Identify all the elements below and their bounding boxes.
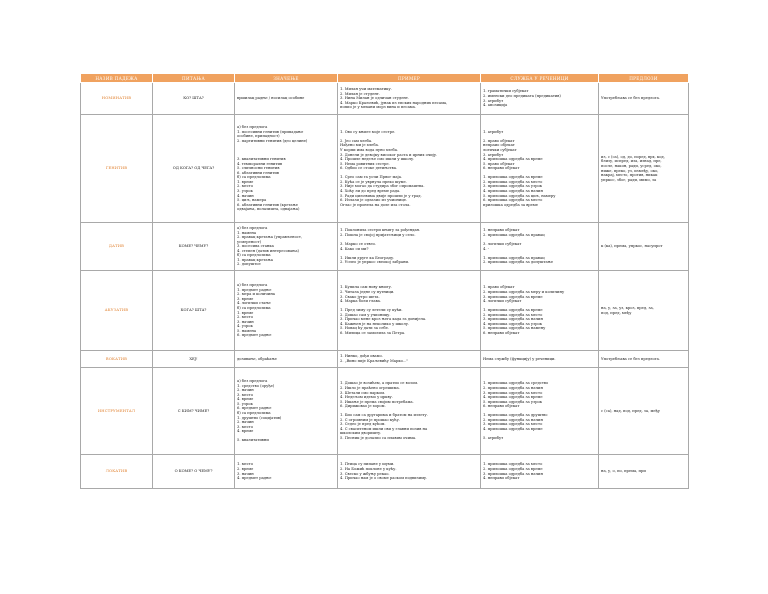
case-name: НОМИНАТИВ <box>81 83 153 115</box>
example-line: 1. Срео сам га уочи Првог маја. <box>340 175 403 180</box>
example-line: 1. Пред зиму су летели су кући. <box>340 308 403 313</box>
meaning-line: 3. начин <box>237 319 254 324</box>
function-line: 3. атрибут <box>483 152 504 157</box>
example-line: 1. Птица су пипане у шуми. <box>340 462 395 467</box>
function-line: непраио објекат <box>483 143 515 148</box>
meaning-line: б) са предлозима <box>237 253 271 258</box>
case-question: ХЕЈ! <box>153 351 235 368</box>
example-line: 3. Седео је пред кућом. <box>340 422 386 427</box>
function-line: 6. прилошка одредба за место <box>483 198 543 203</box>
function-line: 5. атрибут <box>483 436 504 440</box>
meaning-line: 5. сличносни генитив <box>237 166 280 171</box>
function-line: 5. прилошка одредба за намену <box>483 326 546 331</box>
example-line: 2. С огромним је прошао кућу. <box>340 417 400 422</box>
meaning-line: 2. допуштое <box>237 262 261 267</box>
function-line: 3. прилошка одредба за начин <box>483 317 543 322</box>
example-line: 6. Излази је одлазио из учионице. <box>340 198 408 203</box>
function-line: 3. логички субјекат <box>483 241 522 246</box>
function-line: 4. прилошка одредба за време <box>483 426 543 431</box>
meaning-line: 6. аблативни генитив <box>237 170 279 175</box>
meaning-line: 3. посесива станка <box>237 244 274 249</box>
cell-prepositions <box>599 351 689 368</box>
case-name: ГЕНИТИВ <box>81 115 153 223</box>
meaning-line: 2. начин <box>237 388 254 393</box>
function-line: 1. атрибут <box>483 129 504 134</box>
function-line: 2. прилошка одредба за начин <box>483 385 543 390</box>
example-line: 4. Кажњен је на неколико у школу. <box>340 321 410 326</box>
table-row <box>81 455 689 489</box>
cell-function <box>481 351 599 368</box>
meaning-line: 2. правац кретања (управљеност, <box>237 235 303 240</box>
function-line: 1. прилошка одредба за друштво <box>483 413 548 418</box>
function-line: 2. прилошка одредба за правац <box>483 232 545 237</box>
example-line: 2. Кућа се је уврнула преко шуме. <box>340 179 407 184</box>
function-line: 3. атрибут <box>483 98 504 103</box>
function-line: 2. прилошка одредба за место <box>483 179 543 184</box>
meaning-line: 5. намена <box>237 328 257 333</box>
meaning-line: 4. степен (датив интересовања) <box>237 248 299 253</box>
function-line: 3. прилошка одредба за време <box>483 294 543 299</box>
example-line: 3. Шетали смо парком. <box>340 390 386 395</box>
prepositions-line: к (ка), према, упркос, насупрот <box>601 244 663 249</box>
function-line: 4. прилошка одредба за време <box>483 395 543 400</box>
example-line: 2. Пошла је својој пријатељици у село. <box>340 232 416 237</box>
example-line: 1. Милан учи математику. <box>340 87 392 92</box>
example-line: 1. Поклонила сестри књигу за рођендан. <box>340 228 421 233</box>
meaning-line: б) са предлозима <box>237 411 271 415</box>
function-line: 1. право објекат <box>483 285 515 290</box>
example-line: 4. Хоћу ли до пред време рада. <box>340 188 401 193</box>
example-line: 5. Нема ровитних сестре. <box>340 161 390 166</box>
function-line: 2. прилошка одредба за допуштање <box>483 260 554 265</box>
example-line: 4. Недељом идемо у цркву. <box>340 395 393 400</box>
example-line: 1. Купила сам нову књигу. <box>340 285 392 290</box>
meaning-line: 1. време <box>237 310 254 315</box>
function-line: 2. право објекат <box>483 138 515 143</box>
example-line: 2. Јео сам хлеба. <box>340 138 373 143</box>
meaning-line: 3. место <box>237 392 254 397</box>
meaning-line: 2. место <box>237 315 254 320</box>
header-question: ПИТАЊА <box>153 74 235 83</box>
cell-function <box>481 455 599 489</box>
example-line: 5. Песник је долазио са плавим очима. <box>340 436 417 440</box>
prepositions-line: накрај, место, против, никак <box>601 173 658 178</box>
function-line: 3. прилошка одредба за начин <box>483 471 543 476</box>
meaning-line: 5. циљ, намера <box>237 198 267 203</box>
meaning-line: 3. узрок <box>237 188 253 193</box>
example-line: попио је у механи морз вина и песама. <box>340 105 417 110</box>
example-line: 4. Прошле недеље смо ишли у школу. <box>340 157 415 162</box>
example-line: 6. Дирижовао је хором. <box>340 404 386 409</box>
table-row <box>81 351 689 368</box>
meaning-line: вршилац радње / носилац особине <box>237 96 305 101</box>
case-question: С КИМ? ЧИМЕ? <box>153 368 235 455</box>
meaning-line: 1. правац кретања <box>237 257 273 262</box>
header-case: НАЗИВ ПАДЕЖА <box>81 74 153 83</box>
function-line: логички субјекат <box>483 148 517 153</box>
cell-meaning <box>235 455 338 489</box>
function-line: 2. прилошка одредба за време <box>483 466 543 471</box>
cell-example <box>338 351 481 368</box>
meaning-line: 1. време <box>237 179 254 184</box>
meaning-line: 6. предмет радње <box>237 333 272 338</box>
example-line: 3. Није могао да студира због сиромаштва. <box>340 184 425 189</box>
function-line: 5. прилошка одредба за циљ, намеру <box>483 193 556 198</box>
meaning-line: 3. начин <box>237 471 254 476</box>
meaning-line: 1. средство (оруђе) <box>237 383 275 388</box>
prepositions-line: близу, испред, иза, изнад, пре, <box>601 159 662 164</box>
meaning-line: 5. узрок <box>237 401 253 406</box>
meaning-line: а) без предлога <box>237 226 268 231</box>
function-line: 4. - <box>483 246 489 251</box>
function-line: Нема службу (функцију) у реченици. <box>483 356 556 361</box>
example-line: 3. Донели је девојку високог раста и црних очију. <box>340 152 438 157</box>
meaning-line: 4. предмет радње <box>237 476 272 481</box>
cell-example <box>338 115 481 223</box>
example-line: 4. Како си ми? <box>340 246 369 251</box>
function-line: 1. прилошка одредба за време <box>483 308 543 313</box>
function-line: 1. прилошка одредба за правац <box>483 255 545 260</box>
case-question: КОГА? ШТА? <box>153 271 235 351</box>
cell-prepositions <box>599 83 689 115</box>
header-meaning: ЗНАЧЕЊЕ <box>235 74 338 83</box>
example-line: 3. Нина Милан је одличан студент. <box>340 96 410 101</box>
example-line: 5. Ишање је према својим потребама. <box>340 399 414 404</box>
example-line: 3. Марко се отвео. <box>340 241 377 246</box>
prepositions-line: Употребљава се без предлога. <box>601 356 661 361</box>
function-line: 4. неправи објекат <box>483 476 520 481</box>
cell-example <box>338 223 481 271</box>
function-line: 2. именски део предиката (предикатив) <box>483 93 561 98</box>
cell-example <box>338 368 481 455</box>
header-row <box>81 74 689 83</box>
cell-function <box>481 223 599 271</box>
header-function: СЛУЖБА У РЕЧЕНИЦИ <box>481 74 599 83</box>
case-question: КО? ШТА? <box>153 83 235 115</box>
table-row <box>81 223 689 271</box>
cell-meaning <box>235 83 338 115</box>
case-question: О КОМЕ? О ЧЕМУ? <box>153 455 235 489</box>
meaning-line: 3. место <box>237 424 254 429</box>
example-line: 5. Новац ћу дати за себе. <box>340 326 390 331</box>
example-line: 4. Марко Краљевић, јунак из епских народних песама, <box>340 100 448 105</box>
prepositions-line: с (са), над, под, пред, за, међу <box>601 408 660 413</box>
case-name: ДАТИВ <box>81 223 153 271</box>
function-line: 1. граматички субјекат <box>483 89 529 94</box>
function-line: 6. неправи објекат <box>483 166 520 171</box>
prepositions-line: из, с (са), од, до, поред, врх, код, <box>601 154 665 159</box>
example-line: 2. Ишло је праћено огрешима. <box>340 385 400 390</box>
case-question: ОД КОГА? ОД ЧЕГА? <box>153 115 235 223</box>
function-line: 2. прилошка одредба за место <box>483 312 543 317</box>
cell-prepositions <box>599 271 689 351</box>
cell-function <box>481 271 599 351</box>
example-line: 1. Нинко, дођи овамо. <box>340 354 383 359</box>
example-line: 3. Свако јутро шета. <box>340 294 380 299</box>
function-line: 4. прилошка одредба за време <box>483 157 543 162</box>
example-line: 3. Причао мене кроз њега када га донијела. <box>340 317 427 322</box>
example-line: школским дворишту. <box>340 431 382 436</box>
meaning-line: 2. партитивни генитив (део целине) <box>237 138 308 143</box>
example-line: 1. Био сам са другарима и братом на излету. <box>340 413 428 418</box>
function-line: 4. логички субјекат <box>483 299 522 304</box>
meaning-line: 3. квалитативни генитив <box>237 157 286 162</box>
meaning-line: б) са предлозима <box>237 175 271 180</box>
case-question: КОМЕ? ЧЕМУ? <box>153 223 235 271</box>
prepositions-line: на, у, о, по, према, при <box>601 469 646 474</box>
example-line: 2. Успео је упркос свеокој забрани. <box>340 260 410 265</box>
cell-example <box>338 271 481 351</box>
function-line: 6. неправи објекат <box>483 404 520 409</box>
function-line: 5. право објекат <box>483 161 515 166</box>
meaning-line: 6. предмет радње <box>237 406 272 411</box>
prepositions-line: после, након, ради, усред, око, <box>601 163 662 168</box>
function-line: 3. прилошка одредба за узрок <box>483 184 542 189</box>
function-line: 5. прилошка одредба за узрок <box>483 399 542 404</box>
meaning-line: 4. време <box>237 429 254 434</box>
header-example: ПРИМЕР <box>338 74 481 83</box>
meaning-line: 2. мера и количина <box>237 292 275 297</box>
function-line: 3. прилошка одредба за место <box>483 422 543 427</box>
meaning-line: 2. начин <box>237 420 254 425</box>
function-line: 1. прилошка одредба за средство <box>483 381 549 386</box>
meaning-line: б) са предлозима <box>237 305 271 310</box>
meaning-line: 1. место <box>237 462 254 467</box>
example-line: 1. Ово су књиге моје сестре. <box>340 129 396 134</box>
meaning-line: 1. предмет радње <box>237 287 272 292</box>
table-row <box>81 83 689 115</box>
meaning-line: 1. друштво (социјатив) <box>237 415 282 420</box>
example-line: 2. Читала једне су путници. <box>340 290 395 295</box>
example-line: 2. Дошао сам у учионицу. <box>340 312 391 317</box>
prepositions-line: Употребљава се без предлога. <box>601 96 661 101</box>
example-line: 6. Милица се замолила за Петра. <box>340 330 406 335</box>
function-line: 4. апозиција <box>483 103 508 108</box>
case-name: ЛОКАТИВ <box>81 455 153 489</box>
cell-function <box>481 115 599 223</box>
example-line: Оглас је пронела на доле иза стола. <box>340 202 411 207</box>
example-line: 6. Одбио се стоке детињства. <box>340 166 398 171</box>
case-name: ИНСТРУМЕНТАЛ <box>81 368 153 455</box>
table-row <box>81 368 689 455</box>
example-line: 5. Ради циљевима двије прошли је у град. <box>340 193 422 198</box>
table-row <box>81 115 689 223</box>
example-line: 3. Свеско у жбуњу рекао. <box>340 471 390 476</box>
function-line: 4. прилошка одредба за начин <box>483 188 543 193</box>
meaning-line: 5. квалитативни <box>237 438 269 443</box>
example-line: 2. „Вино пије Краљевићу Марко..." <box>340 359 409 363</box>
meaning-line: 3. време <box>237 296 254 301</box>
function-line: прилошка одредба за време <box>483 202 538 207</box>
meaning-line: 4. логички стање <box>237 301 271 306</box>
cell-example <box>338 455 481 489</box>
example-line: 1. Дошао је возићем, а пратио се возом. <box>340 381 419 386</box>
cell-example <box>338 83 481 115</box>
function-line: 2. прилошка одредба за начин <box>483 417 543 422</box>
cell-meaning <box>235 115 338 223</box>
cell-prepositions <box>599 455 689 489</box>
function-line: 2. прилошка одредба за меру и количину <box>483 290 565 295</box>
meaning-line: а) без предлога <box>237 379 268 384</box>
example-line: 2. На Божић поклоне у кућу. <box>340 466 397 471</box>
function-line: 6. неправи објекат <box>483 330 520 335</box>
meaning-line: 2. место <box>237 184 254 189</box>
example-line: 4. С сваситеном ишли сви у главни позив на <box>340 426 428 431</box>
cell-meaning <box>235 351 338 368</box>
meaning-line: 4. начин <box>237 193 254 198</box>
meaning-line: а) без предлога <box>237 283 268 288</box>
example-line: 4. Причао нам је о своме раском подвизиму. <box>340 476 428 481</box>
example-line: 1. Ишли друге ка Београду. <box>340 255 395 260</box>
function-line: 1. неправи објекат <box>483 228 520 233</box>
cell-function <box>481 368 599 455</box>
case-name: ВОКАТИВ <box>81 351 153 368</box>
example-line: 4. Марка боли глава. <box>340 299 382 304</box>
table-row <box>81 271 689 351</box>
meaning-line: 4. темпорални генитив <box>237 161 283 166</box>
meaning-line: 6. аблативни генитив (кретање <box>237 202 298 207</box>
cell-meaning <box>235 271 338 351</box>
meaning-line: 2. време <box>237 466 254 471</box>
cell-meaning <box>235 223 338 271</box>
cell-prepositions <box>599 368 689 455</box>
meaning-line: особине, припадност) <box>237 134 280 139</box>
function-line: 1. прилошка одредба за време <box>483 175 543 180</box>
cell-prepositions <box>599 223 689 271</box>
cell-function <box>481 83 599 115</box>
meaning-line: 4. узрок <box>237 324 253 329</box>
example-line: Нађено ми је хлеба. <box>340 143 379 148</box>
case-table <box>80 73 689 489</box>
cell-meaning <box>235 368 338 455</box>
prepositions-line: под, пред, међу <box>601 310 632 315</box>
function-line: 1. прилошка одредба за место <box>483 462 543 467</box>
meaning-line: одвајања, полазишта, одвајања) <box>237 207 300 212</box>
prepositions-line: ниже, преко, уз, између, око, <box>601 168 659 173</box>
meaning-line: 4. време <box>237 397 254 402</box>
cell-prepositions <box>599 115 689 223</box>
function-line: 3. прилошка одредба за место <box>483 390 543 395</box>
meaning-line: усмереност) <box>237 239 262 244</box>
prepositions-line: упркос, због, ради, мимо, за <box>601 177 657 182</box>
header-prepositions: ПРЕДЛОЗИ <box>599 74 689 83</box>
example-line: У корпи има вода пуно хлеба. <box>340 148 399 153</box>
meaning-line: дозивање, обраћање <box>237 356 277 361</box>
meaning-line: 1. посесивни генитив (припадање <box>237 129 304 134</box>
meaning-line: а) без предлога <box>237 125 268 130</box>
case-name: АКУЗАТИВ <box>81 271 153 351</box>
prepositions-line: на, у, за, уз, кроз, пред, за, <box>601 305 654 310</box>
meaning-line: 1. намена <box>237 230 257 235</box>
function-line: 4. прилошка одредба за узрок <box>483 321 542 326</box>
example-line: 2. Милан је студент. <box>340 91 380 96</box>
